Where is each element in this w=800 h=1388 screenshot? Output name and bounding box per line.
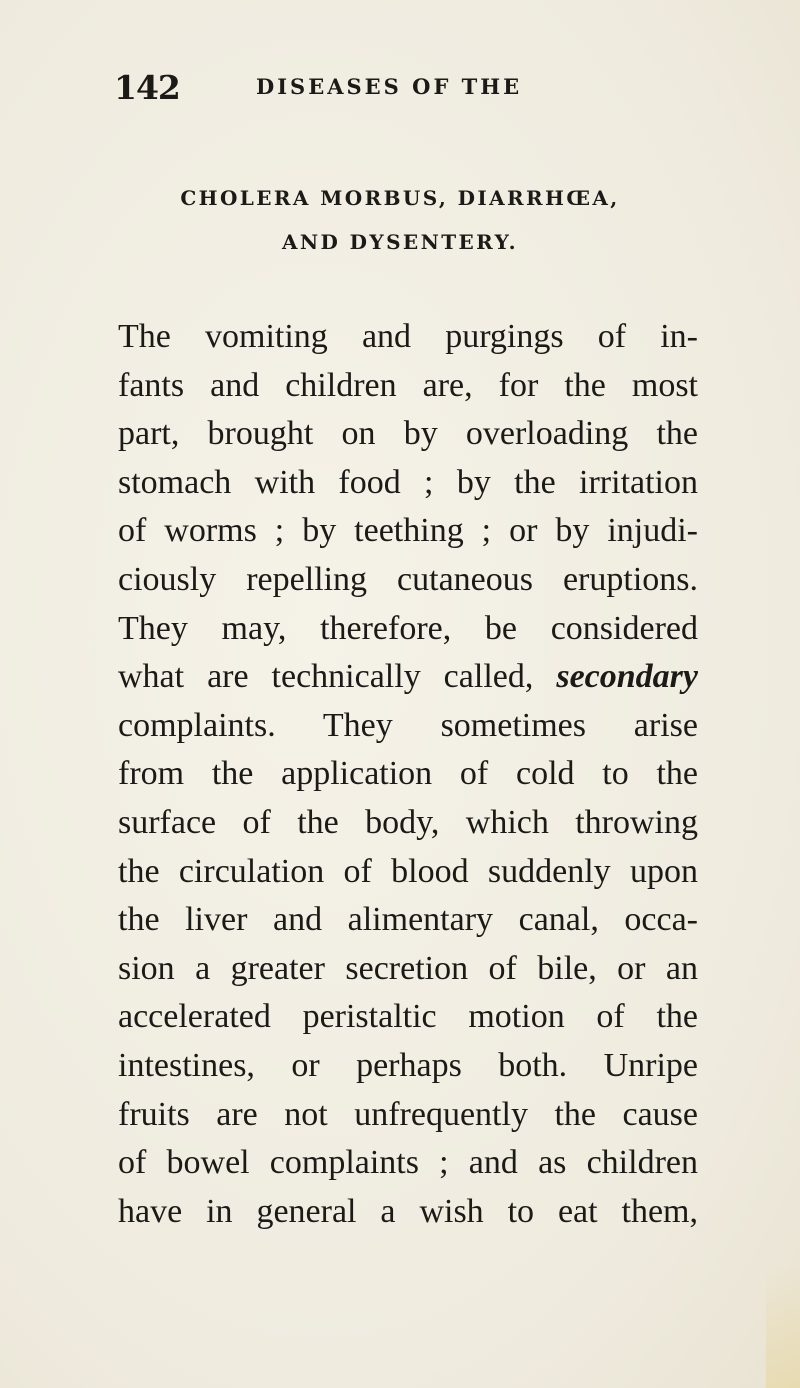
body-line-with-emphasis [118,653,698,702]
body-line: The vomiting and purgings of in- [118,318,698,355]
body-line: ciously repelling cutaneous eruptions. [118,560,698,598]
page-number: 142 [114,68,180,107]
body-line: sion a greater secretion of bile, or an [118,949,698,987]
body-line: the liver and alimentary canal, occa- [118,901,698,939]
page-edge-stain [766,1268,800,1388]
section-heading [130,176,670,264]
body-line: part, brought on by overloading the [118,415,698,453]
running-title: DISEASES OF THE [256,74,523,99]
body-line: accelerated peristaltic motion of the [118,998,698,1036]
body-line-lead: what are technically called, [118,658,534,696]
body-line: of bowel complaints ; and as children [118,1144,698,1182]
emphasized-word: secondary [556,658,698,696]
section-heading-line-2: AND DYSENTERY. [281,230,519,254]
body-line: intestines, or perhaps both. Unripe [118,1046,698,1084]
body-line: fants and children are, for the most [118,366,698,404]
body-line: surface of the body, which throwing [118,803,698,841]
body-line: of worms ; by teething ; or by injudi- [118,512,698,550]
body-line: the circulation of blood suddenly upon [118,852,698,890]
body-line: stomach with food ; by the irritation [118,463,698,501]
body-line: have in general a wish to eat them, [118,1192,698,1230]
body-line: They may, therefore, be considered [118,609,698,647]
running-head [114,68,674,112]
body-line: complaints. They sometimes arise [118,706,698,744]
body-paragraph [118,313,698,1236]
body-line: fruits are not unfrequently the cause [118,1095,698,1133]
section-heading-line-1: CHOLERA MORBUS, DIARRHŒA, [180,186,620,210]
body-line: from the application of cold to the [118,755,698,793]
